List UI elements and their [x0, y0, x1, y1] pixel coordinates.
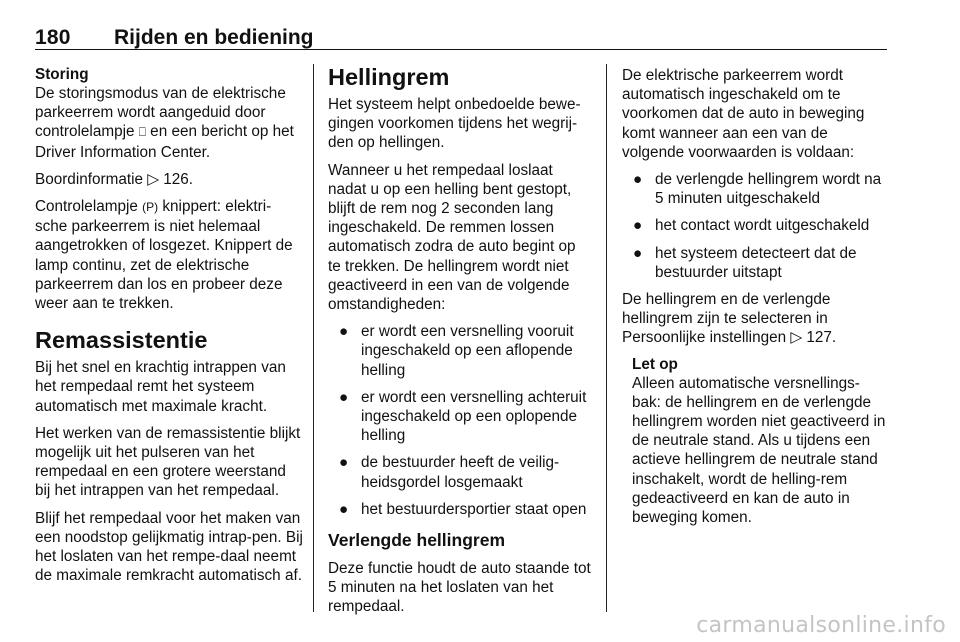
- bullet-icon: ●: [633, 171, 643, 189]
- rem-paragraph-1: Bij het snel en krachtig intrappen van het rempedaal remt het systeem automatisch met maximale kracht.: [35, 359, 286, 415]
- hellingrem-paragraph-2: Wanneer u het rempedaal loslaat nadat u op een helling bent gestopt, blijft de rem nog 2 seconden lang ingeschakeld. De remmen lossen automatisch zodra de auto begint op te trekken. De hellingrem wordt niet geactiveerd in een van de volgende omstandigheden:: [328, 161, 576, 314]
- note-heading: Let op: [632, 355, 678, 373]
- rem-paragraph-2: Het werken van de remassistentie blijkt mogelijk uit het pulseren van het rempedaal en een grotere weerstand bij het intrappen van het rempedaal.: [35, 424, 301, 500]
- list-item: ● het systeem detecteert dat de bestuurder uitstapt: [633, 244, 857, 281]
- list-item: ● de verlengde hellingrem wordt na 5 minuten uitgeschakeld: [633, 171, 882, 208]
- column-2: [328, 64, 592, 625]
- column-3: [622, 66, 888, 535]
- storing-paragraph-3: Controlelampje (P) knippert: elektri-sche parkeerrem is niet helemaal aangetrokken of losgezet. Knippert de lamp continu, zet de elektrische parkeerrem dan los en probeer deze weer aan te trekken.: [35, 198, 293, 313]
- bullet-icon: ●: [339, 388, 349, 406]
- column-divider-1: [313, 64, 314, 612]
- list-item: ● het contact wordt uitgeschakeld: [633, 217, 870, 235]
- note-text: Alleen automatische versnellings-bak: de hellingrem en de verlengde hellingrem worden niet geactiveerd in de neutrale stand. Als u tijdens een actieve hellingrem de neutrale stand inschakelt, wordt de helling-rem gedeactiveerd en kan de auto in beweging komen.: [632, 374, 886, 527]
- warning-lamp-icon: ⎕: [138, 125, 146, 140]
- watermark: carmanualsonline.info: [696, 613, 946, 638]
- hellingrem-conditions-list: [328, 322, 592, 519]
- verlengde-paragraph: Deze functie houdt de auto staande tot 5 minuten na het loslaten van het rempedaal.: [328, 560, 591, 616]
- page-number: 180: [35, 26, 71, 49]
- bullet-icon: ●: [339, 500, 349, 518]
- storing-paragraph-1: De storingsmodus van de elektrische parkeerrem wordt aangeduid door controlelampje ⎕ en een bericht op het Driver Information Center.: [35, 85, 294, 161]
- settings-paragraph: De hellingrem en de verlengde hellingrem zijn te selecteren in Persoonlijke instellingen ▷ 127.: [622, 291, 837, 347]
- list-item: ● er wordt een versnelling vooruit ingeschakeld op een aflopende helling: [339, 323, 574, 379]
- parkeerrem-conditions-list: [622, 170, 888, 282]
- hellingrem-heading: Hellingrem: [328, 64, 450, 90]
- verlengde-hellingrem-heading: Verlengde hellingrem: [328, 530, 505, 551]
- bullet-icon: ●: [633, 244, 643, 262]
- remassistentie-heading: Remassistentie: [35, 327, 208, 354]
- parking-brake-lamp-icon: (P): [142, 200, 159, 215]
- hellingrem-paragraph-1: Het systeem helpt onbedoelde bewe-gingen voorkomen tijdens het wegrij-den op hellingen.: [328, 96, 581, 152]
- bullet-icon: ●: [339, 454, 349, 472]
- chapter-title: Rijden en bediening: [114, 26, 314, 49]
- list-item: ● de bestuurder heeft de veilig-heidsgordel losgemaakt: [339, 454, 560, 491]
- header-rule: [35, 49, 887, 50]
- list-item: ● er wordt een versnelling achteruit ingeschakeld op een oplopende helling: [339, 388, 587, 445]
- rem-paragraph-3: Blijf het rempedaal voor het maken van een noodstop gelijkmatig intrap-pen. Bij het loslaten van het rempe-daal neemt de maximale remkracht automatisch af.: [35, 509, 303, 585]
- bullet-icon: ●: [339, 323, 349, 341]
- column-1: [35, 66, 303, 593]
- storing-paragraph-2: Boordinformatie ▷ 126.: [35, 170, 194, 188]
- list-item: ● het bestuurdersportier staat open: [339, 500, 587, 518]
- column-divider-2: [606, 64, 607, 612]
- parkeerrem-paragraph: De elektrische parkeerrem wordt automatisch ingeschakeld om te voorkomen dat de auto in beweging komt wanneer aan een van de volgende voorwaarden is voldaan:: [622, 67, 865, 161]
- storing-heading: Storing: [35, 66, 89, 83]
- note-box: [622, 356, 888, 528]
- bullet-icon: ●: [633, 217, 643, 235]
